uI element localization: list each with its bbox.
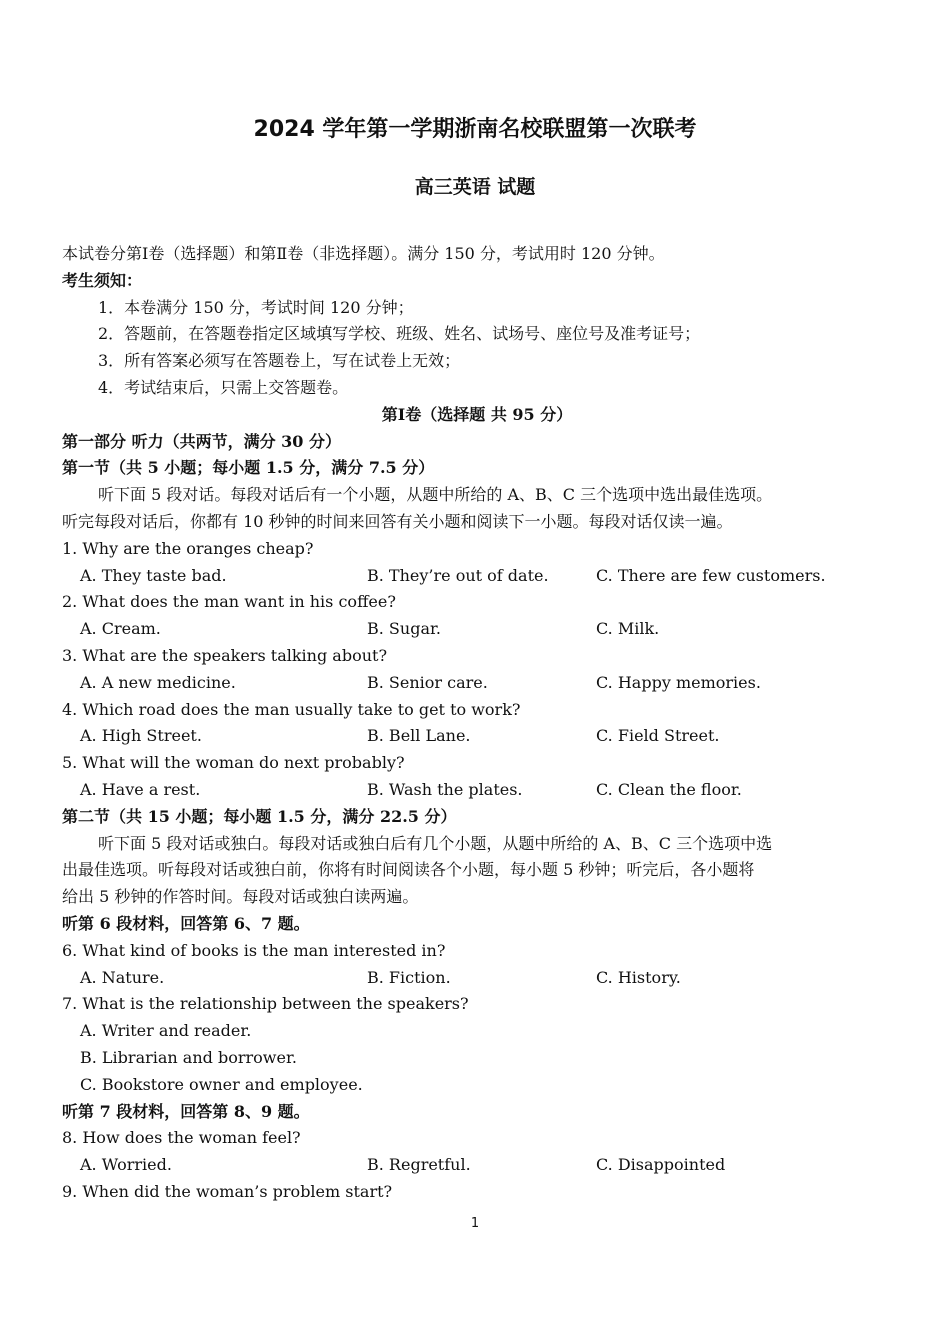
section1-heading: 第一节（共 5 小题；每小题 1.5 分，满分 7.5 分） — [62, 458, 435, 478]
option-row — [62, 563, 892, 590]
volume-heading: 第Ⅰ卷（选择题 共 95 分） — [381, 404, 573, 424]
option-row — [62, 723, 892, 750]
section2-instruction: 给出 5 秒钟的作答时间。每段对话或独白读两遍。 — [62, 887, 419, 907]
question-stem: 5. What will the woman do next probably? — [62, 753, 405, 773]
page-number: 1 — [470, 1216, 480, 1231]
material-heading: 听第 7 段材料，回答第 8、9 题。 — [62, 1101, 310, 1121]
question-stem: 6. What kind of books is the man interested in? — [62, 940, 446, 960]
intro-text: 本试卷分第Ⅰ卷（选择题）和第Ⅱ卷（非选择题）。满分 150 分，考试用时 120 分钟。 — [62, 244, 665, 263]
question-stem: 7. What is the relationship between the speakers? — [62, 994, 469, 1014]
option-b: B. Librarian and borrower. — [80, 1047, 297, 1067]
option-b: B. They’re out of date. — [367, 565, 549, 585]
notice-item: 2．答题前，在答题卷指定区域填写学校、班级、姓名、试场号、座位号及准考证号； — [98, 324, 701, 344]
notice-item: 4．考试结束后，只需上交答题卷。 — [98, 377, 349, 397]
exam-body — [62, 241, 892, 1206]
option-row — [62, 777, 892, 804]
option-c: C. Clean the floor. — [596, 779, 742, 799]
question-stem: 4. Which road does the man usually take to get to work? — [62, 699, 521, 719]
section2-instruction: 听下面 5 段对话或独白。每段对话或独白后有几个小题，从题中所给的 A、B、C 三个选项中选 — [98, 833, 773, 853]
question-stem: 3. What are the speakers talking about? — [62, 645, 388, 665]
notice-item: 3．所有答案必须写在答题卷上，写在试卷上无效； — [98, 351, 461, 371]
option-c: C. Disappointed — [596, 1155, 726, 1175]
option-c: C. Milk. — [596, 619, 660, 639]
question-stem: 8. How does the woman feel? — [62, 1128, 301, 1148]
exam-title: 2024 学年第一学期浙南名校联盟第一次联考 — [253, 117, 697, 142]
option-a: A. Worried. — [80, 1155, 172, 1175]
option-b: B. Senior care. — [367, 672, 488, 692]
option-c: C. Bookstore owner and employee. — [80, 1074, 363, 1094]
option-a: A. They taste bad. — [80, 565, 227, 585]
question-stem: 2. What does the man want in his coffee? — [62, 592, 396, 612]
option-row — [62, 965, 892, 992]
option-a: A. Writer and reader. — [80, 1021, 252, 1041]
option-row — [62, 670, 892, 697]
notice-item: 1．本卷满分 150 分，考试时间 120 分钟； — [98, 297, 414, 317]
option-c: C. History. — [596, 967, 681, 987]
option-c: C. Happy memories. — [596, 672, 761, 692]
option-row — [62, 616, 892, 643]
section2-instruction: 出最佳选项。听每段对话或独白前，你将有时间阅读各个小题，每小题 5 秒钟；听完后，各小题将 — [62, 860, 755, 880]
question-stem: 9. When did the woman’s problem start? — [62, 1181, 393, 1201]
section2-heading: 第二节（共 15 小题；每小题 1.5 分，满分 22.5 分） — [62, 806, 457, 826]
notice-heading: 考生须知： — [62, 270, 143, 290]
section1-instruction: 听下面 5 段对话。每段对话后有一个小题，从题中所给的 A、B、C 三个选项中选出最佳选项。 — [98, 485, 773, 505]
question-stem: 1. Why are the oranges cheap? — [62, 538, 314, 558]
option-a: A. Nature. — [80, 967, 165, 987]
option-row — [62, 1152, 892, 1179]
exam-subtitle: 高三英语 试题 — [414, 176, 536, 198]
option-b: B. Regretful. — [367, 1155, 471, 1175]
option-c: C. There are few customers. — [596, 565, 826, 585]
material-heading: 听第 6 段材料，回答第 6、7 题。 — [62, 913, 310, 933]
option-a: A. Have a rest. — [80, 779, 201, 799]
option-b: B. Fiction. — [367, 967, 451, 987]
part1-heading: 第一部分 听力（共两节，满分 30 分） — [62, 431, 341, 451]
option-b: B. Bell Lane. — [367, 726, 471, 746]
section1-instruction: 听完每段对话后，你都有 10 秒钟的时间来回答有关小题和阅读下一小题。每段对话仅读一遍。 — [62, 511, 733, 531]
option-a: A. High Street. — [80, 726, 202, 746]
option-c: C. Field Street. — [596, 726, 720, 746]
option-b: B. Wash the plates. — [367, 779, 523, 799]
option-a: A. Cream. — [80, 619, 161, 639]
option-b: B. Sugar. — [367, 619, 441, 639]
option-a: A. A new medicine. — [80, 672, 236, 692]
